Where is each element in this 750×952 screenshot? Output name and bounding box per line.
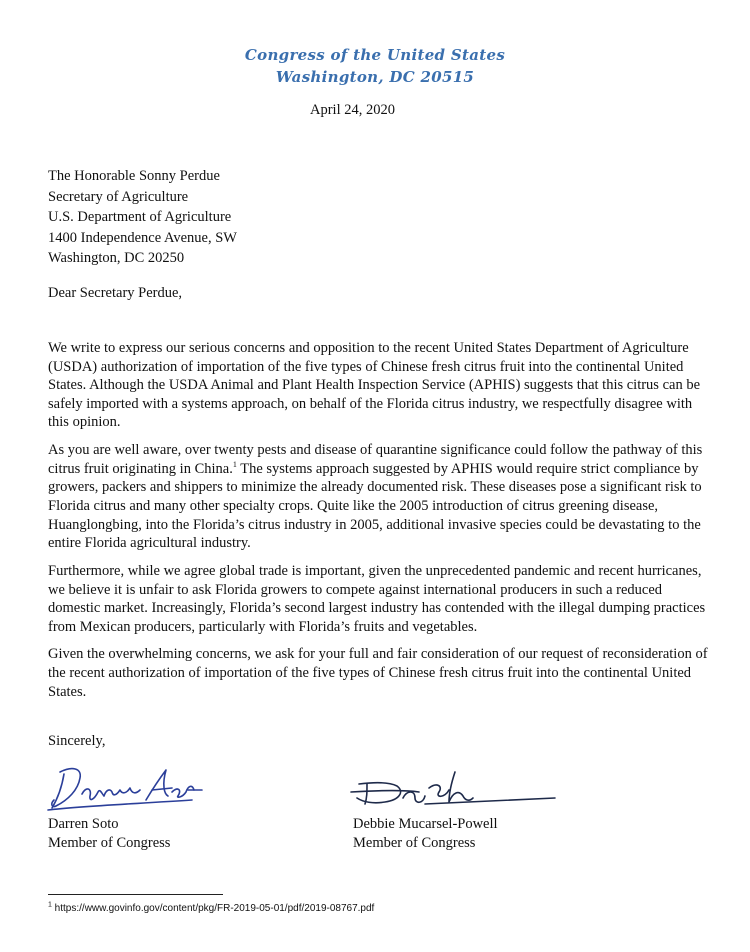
recipient-name: The Honorable Sonny Perdue: [48, 168, 220, 184]
paragraph-2-part-2: The systems approach suggested by APHIS would require strict compliance by growers, packers and shippers to minimize the already documented risk. These diseases pose a significant risk to Florida citrus and many other specialty crops. Quite like the 2005 introduction of citrus greening disease, Huanglongbing, into the Florida’s citrus industry in 2005, additional invasive species could be devastating to the entire Florida agricultural industry.: [48, 460, 702, 552]
footnote: [48, 903, 374, 914]
signer-name: Darren Soto: [48, 816, 119, 832]
footnote-mark: 1: [48, 901, 52, 909]
footnote-divider: [48, 894, 223, 895]
body-paragraph-1: We write to express our serious concerns and opposition to the recent United States Department of Agriculture (USDA) authorization of importation of the five types of Chinese fresh citrus fruit into the continental United States. Although the USDA Animal and Plant Health Inspection Service (APHIS) suggests that this citrus can be safely imported with a systems approach, on behalf of the Florida citrus industry, we respectfully disagree with this opinion.: [48, 340, 701, 431]
letterhead-address: Washington, DC 20515: [275, 68, 475, 86]
signer-debbie-mucarsel-powell: [353, 815, 498, 853]
letter-date: April 24, 2020: [310, 102, 395, 118]
signature-debbie-mucarsel-powell: [345, 768, 560, 812]
signer-title: Member of Congress: [48, 835, 171, 851]
signer-title: Member of Congress: [353, 835, 476, 851]
body-paragraph-3: Furthermore, while we agree global trade is important, given the unprecedented pandemic and recent hurricanes, we believe it is unfair to ask Florida growers to compete against international producers in such a reduced domestic market. Increasingly, Florida’s second largest industry has contended with the illegal dumping practices from Mexican producers, particularly with Florida’s fruits and vegetables.: [48, 562, 706, 635]
footnote-url: https://www.govinfo.gov/content/pkg/FR-2019-05-01/pdf/2019-08767.pdf: [51, 903, 375, 914]
footnote-reference: 1: [232, 459, 237, 469]
letterhead-title: Congress of the United States: [244, 46, 506, 64]
recipient-title: Secretary of Agriculture: [48, 188, 189, 205]
signer-darren-soto: [48, 815, 170, 853]
body-paragraph-2: [48, 441, 708, 553]
signer-name: Debbie Mucarsel-Powell: [353, 816, 498, 832]
letterhead: [0, 44, 750, 88]
closing: Sincerely,: [48, 733, 106, 749]
recipient-street: 1400 Independence Avenue, SW: [48, 229, 237, 246]
recipient-city: Washington, DC 20250: [48, 250, 185, 266]
body-paragraph-4: Given the overwhelming concerns, we ask for your full and fair consideration of our request of reconsideration of the recent authorization of importation of the five types of Chinese fresh citrus fruit into the continental United States.: [48, 646, 708, 700]
signature-darren-soto: [42, 760, 212, 816]
paragraph-2-part-1: As you are well aware, over twenty pests and disease of quarantine significance could follow the pathway of this citrus fruit originating in China.: [48, 442, 703, 477]
salutation: Dear Secretary Perdue,: [48, 285, 183, 301]
recipient-address: [48, 166, 237, 269]
letter-body: [48, 339, 708, 710]
recipient-department: U.S. Department of Agriculture: [48, 209, 232, 225]
